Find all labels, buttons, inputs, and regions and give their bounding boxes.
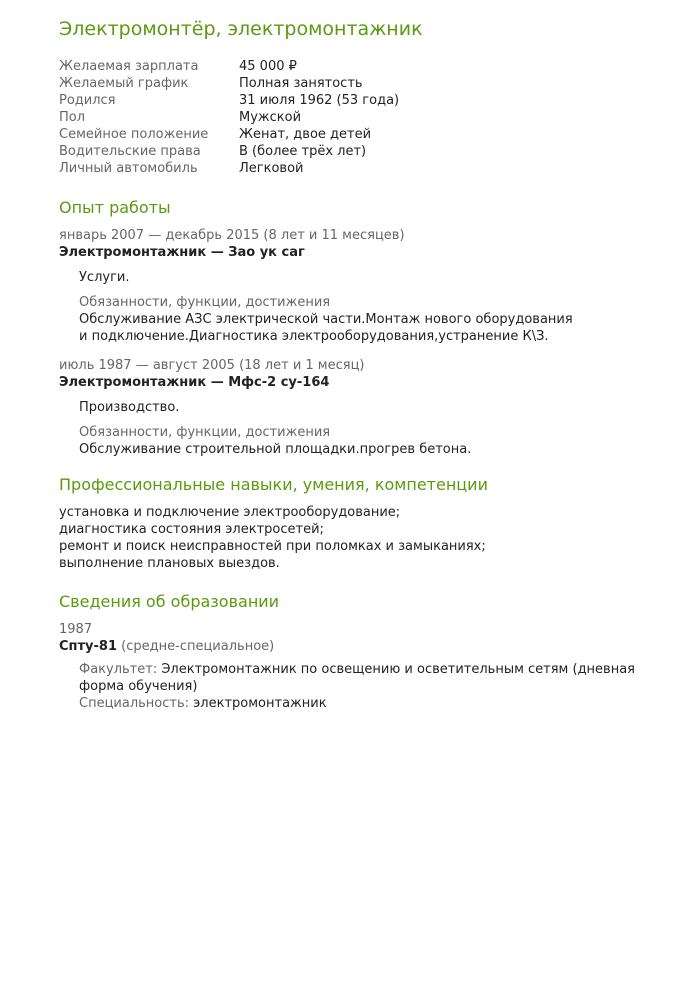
- info-label: Семейное положение: [59, 127, 209, 142]
- education-institution: Спту-81: [59, 639, 118, 654]
- info-label: Личный автомобиль: [59, 161, 198, 176]
- skill-line: установка и подключение электрооборудование;: [59, 505, 401, 520]
- job-industry: Производство.: [79, 400, 180, 415]
- info-value: Полная занятость: [239, 76, 363, 91]
- info-value: Женат, двое детей: [239, 127, 372, 142]
- education-heading: Сведения об образовании: [59, 592, 280, 611]
- info-label: Пол: [59, 110, 86, 125]
- education-faculty: [79, 661, 639, 695]
- education-year: 1987: [59, 622, 93, 637]
- job-duties-label: Обязанности, функции, достижения: [79, 295, 331, 310]
- education-entry: [59, 621, 659, 712]
- info-value: Мужской: [239, 110, 302, 125]
- experience-heading: Опыт работы: [59, 198, 171, 217]
- info-row-gender: [59, 109, 659, 126]
- info-row-salary: [59, 58, 659, 75]
- info-label: Родился: [59, 93, 116, 108]
- info-value: В (более трёх лет): [239, 144, 367, 159]
- education-type: (средне-специальное): [121, 639, 275, 654]
- job-period: январь 2007 — декабрь 2015 (8 лет и 11 месяцев): [59, 228, 405, 243]
- info-label: Водительские права: [59, 144, 201, 159]
- info-label: Желаемая зарплата: [59, 59, 199, 74]
- info-value: 45 000 ₽: [239, 59, 297, 74]
- info-row-car: [59, 160, 659, 177]
- info-row-license: [59, 143, 659, 160]
- faculty-label: Факультет:: [79, 662, 158, 677]
- faculty-value: Электромонтажник по освещению и осветительным сетям (дневная форма обучения): [79, 662, 636, 694]
- info-value: Легковой: [239, 161, 304, 176]
- job-duties-label: Обязанности, функции, достижения: [79, 425, 331, 440]
- skill-line: диагностика состояния электросетей;: [59, 522, 324, 537]
- job-industry: Услуги.: [79, 270, 130, 285]
- job-title: Электромонтажник — Мфс-2 су-164: [59, 375, 330, 390]
- skills-heading: Профессиональные навыки, умения, компетенции: [59, 475, 488, 494]
- skills-list: [59, 504, 659, 572]
- info-row-schedule: [59, 75, 659, 92]
- skill-line: ремонт и поиск неисправностей при поломках и замыканиях;: [59, 539, 486, 554]
- education-institution-line: [59, 638, 659, 655]
- job-entry: [59, 357, 659, 458]
- job-title: Электромонтажник — Зао ук саг: [59, 245, 305, 260]
- info-label: Желаемый график: [59, 76, 189, 91]
- specialty-value: электромонтажник: [193, 696, 327, 711]
- education-specialty: [79, 695, 659, 712]
- job-duties: Обслуживание строительной площадки.прогрев бетона.: [79, 442, 472, 457]
- skill-line: выполнение плановых выездов.: [59, 556, 280, 571]
- info-value: 31 июля 1962 (53 года): [239, 93, 400, 108]
- info-row-birth: [59, 92, 659, 109]
- job-entry: [59, 227, 659, 345]
- personal-info: [59, 58, 659, 177]
- info-row-family: [59, 126, 659, 143]
- job-duties: Обслуживание АЗС электрической части.Монтаж нового оборудования и подключение.Диагностика электрооборудования,устранение К\З.: [79, 312, 573, 344]
- resume-title: Электромонтёр, электромонтажник: [59, 18, 423, 40]
- specialty-label: Специальность:: [79, 696, 190, 711]
- job-period: июль 1987 — август 2005 (18 лет и 1 месяц): [59, 358, 365, 373]
